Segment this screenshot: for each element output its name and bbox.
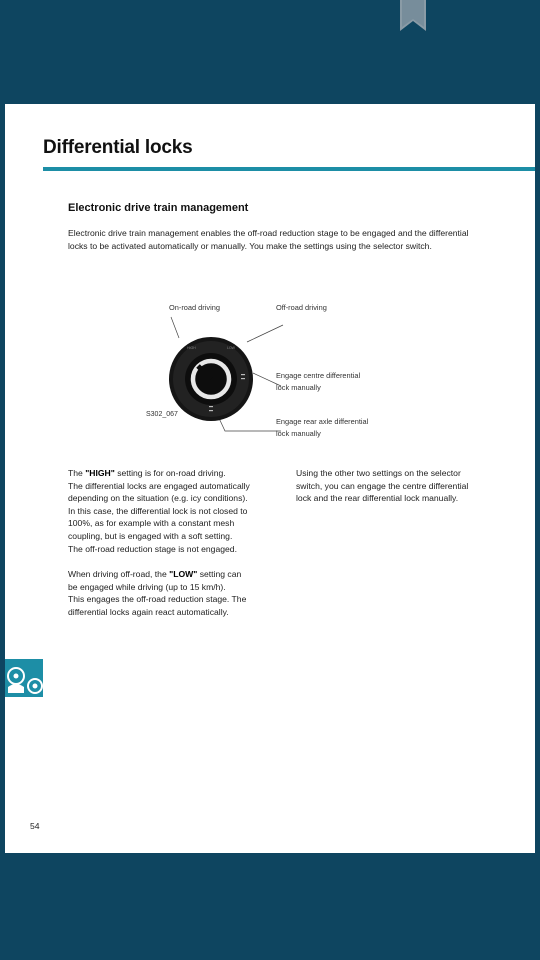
right-column — [296, 467, 496, 505]
text: This engages the off-road reduction stage. The — [68, 594, 247, 605]
high-keyword: "HIGH" — [85, 468, 115, 478]
label-off-road: Off-road driving — [276, 303, 327, 312]
svg-text:HIGH: HIGH — [187, 346, 196, 350]
page-number: 54 — [30, 821, 40, 831]
text: switch, you can engage the centre differential — [296, 480, 469, 491]
text: depending on the situation (e.g. icy conditions). — [68, 493, 248, 504]
text: lock and the rear differential lock manually. — [296, 493, 459, 504]
title-underline — [43, 167, 535, 171]
text: Using the other two settings on the selector — [296, 468, 461, 478]
text: differential locks again react automatically. — [68, 606, 229, 617]
intro-paragraph: Electronic drive train management enables the off-road reduction stage to be engaged and the differential locks to be activated automatically or manually. You make the settings using the selector switch. — [68, 228, 469, 251]
document-page — [5, 104, 535, 853]
driver-assistance-icon — [5, 659, 43, 697]
text: coupling, but is engaged with a soft setting. — [68, 530, 233, 541]
svg-text:LOW: LOW — [227, 346, 235, 350]
text: setting can — [197, 569, 242, 580]
paragraph-high — [68, 467, 278, 555]
bookmark-icon[interactable] — [399, 0, 427, 32]
text: be engaged while driving (up to 15 km/h). — [68, 581, 226, 592]
paragraph-low — [68, 568, 278, 618]
text: The off-road reduction stage is not engaged. — [68, 543, 237, 554]
label-on-road: On-road driving — [169, 303, 220, 312]
text: When driving off-road, the — [68, 569, 170, 580]
label-rear-line2: lock manually — [276, 429, 321, 438]
label-rear-line1: Engage rear axle differential — [276, 417, 369, 426]
page-title: Differential locks — [43, 137, 193, 158]
text: In this case, the differential lock is not closed to — [68, 505, 248, 516]
low-keyword: "LOW" — [169, 569, 198, 580]
section-heading: Electronic drive train management — [68, 202, 249, 214]
figure-id: S302_067 — [146, 411, 178, 418]
text: setting is for on-road driving. — [114, 468, 226, 478]
left-column — [68, 467, 278, 632]
text: 100%, as for example with a constant mesh — [68, 518, 235, 529]
text: The differential locks are engaged automatically — [68, 480, 250, 491]
selector-switch-figure — [135, 294, 395, 444]
label-centre-line1: Engage centre differential — [276, 371, 361, 380]
label-centre-line2: lock manually — [276, 383, 321, 392]
text: The — [68, 468, 86, 478]
